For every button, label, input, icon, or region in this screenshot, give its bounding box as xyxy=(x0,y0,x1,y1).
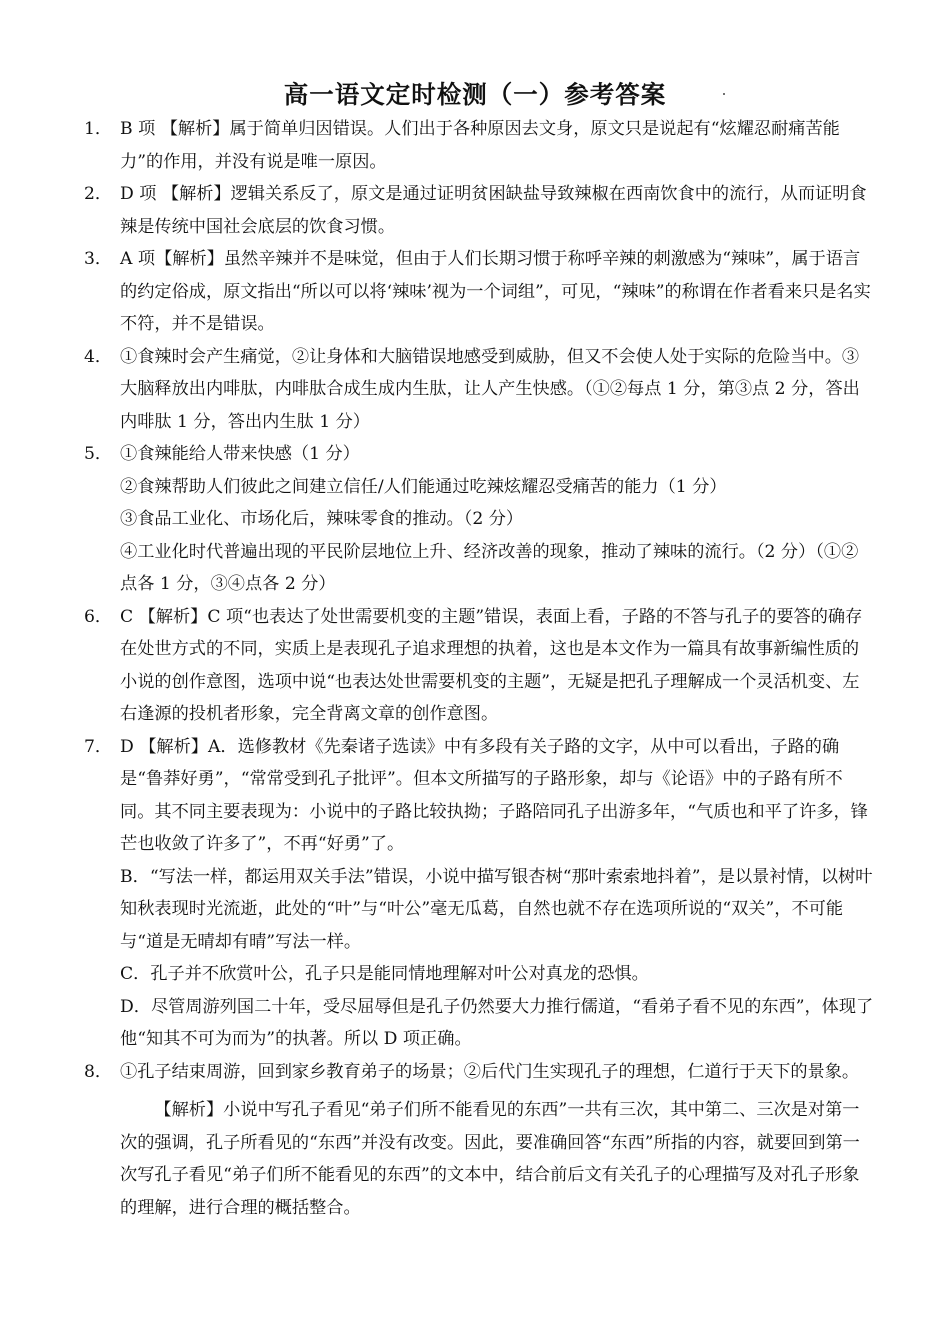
answer-list xyxy=(84,113,874,1224)
answer-item-8 xyxy=(84,1056,874,1225)
item-number: 5． xyxy=(84,444,113,464)
item-text: A 项【解析】虽然辛辣并不是味觉，但由于人们长期习惯于称呼辛辣的刺激感为“辣味”，属于语言的约定俗成，原文指出“所以可以将‘辣味’视为一个词组”，可见，“辣味”的称谓在作者看来只是名实不符，并不是错误。 xyxy=(120,249,871,334)
item-number: 3． xyxy=(84,249,113,269)
analysis-paragraph: 【解析】小说中写孔子看见“弟子们所不能看见的东西”一共有三次，其中第二、三次是对第一次的强调，孔子所看见的“东西”并没有改变。因此，要准确回答“东西”所指的内容，就要回到第一次写孔子看见“弟子们所不能看见的东西”的文本中，结合前后文有关孔子的心理描写及对孔子形象的理解，进行合理的概括整合。 xyxy=(120,1100,860,1218)
item-point-1: ①食辣能给人带来快感（1 分） xyxy=(120,444,360,464)
option-a-analysis: D 【解析】A．选修教材《先秦诸子选读》中有多段有关子路的文字，从中可以看出，子路的确是“鲁莽好勇”，“常常受到孔子批评”。但本文所描写的子路形象，却与《论语》中的子路有所不同。其不同主要表现为：小说中的子路比较执拗；子路陪同孔子出游多年，“气质也和平了许多，锋芒也收敛了许多了”，不再“好勇”了。 xyxy=(120,736,868,854)
stray-dot xyxy=(723,93,725,95)
item-number: 7． xyxy=(84,736,113,757)
item-point-3: ③食品工业化、市场化后，辣味零食的推动。（2 分） xyxy=(120,509,524,529)
page-title: 高一语文定时检测（一）参考答案 xyxy=(283,80,667,109)
item-text: ①孔子结束周游，回到家乡教育弟子的场景；②后代门生实现孔子的理想，仁道行于天下的景象。 xyxy=(120,1061,860,1082)
answer-item-4 xyxy=(84,341,874,439)
option-b-analysis: B．“写法一样，都运用双关手法”错误，小说中描写银杏树“那叶索索地抖着”，是以景衬情，以树叶知秋表现时光流逝，此处的“叶”与“叶公”毫无瓜葛，自然也就不存在选项所说的“双关”，不可能与“道是无晴却有晴”写法一样。 xyxy=(120,866,873,952)
item-text: D 项 【解析】逻辑关系反了，原文是通过证明贫困缺盐导致辣椒在西南饮食中的流行，从而证明食辣是传统中国社会底层的饮食习惯。 xyxy=(120,184,867,237)
item-number: 6． xyxy=(84,606,113,627)
item-number: 1． xyxy=(84,119,113,139)
item-number: 8． xyxy=(84,1061,113,1082)
item-point-2: ②食辣帮助人们彼此之间建立信任/人们能通过吃辣炫耀忍受痛苦的能力（1 分） xyxy=(120,476,727,497)
answer-item-7 xyxy=(84,731,874,1056)
answer-item-2 xyxy=(84,178,874,243)
item-number: 4． xyxy=(84,346,113,367)
item-number: 2． xyxy=(84,184,113,204)
item-text: C 【解析】C 项“也表达了处世需要机变的主题”错误，表面上看，子路的不答与孔子的要答的确存在处世方式的不同，实质上是表现孔子追求理想的执着，这也是本文作为一篇具有故事新编性质的小说的创作意图，选项中说“也表达处世需要机变的主题”，无疑是把孔子理解成一个灵活机变、左右逢源的投机者形象，完全背离文章的创作意图。 xyxy=(120,606,863,724)
answer-item-6 xyxy=(84,601,874,731)
option-d-analysis: D．尽管周游列国二十年，受尽屈辱但是孔子仍然要大力推行儒道，“看弟子看不见的东西”，体现了他“知其不可为而为”的执著。所以 D 项正确。 xyxy=(120,996,874,1049)
answer-item-5 xyxy=(84,438,874,601)
item-text: B 项 【解析】属于简单归因错误。人们出于各种原因去文身，原文只是说起有“炫耀忍耐痛苦能力”的作用，并没有说是唯一原因。 xyxy=(120,119,840,172)
item-text: ①食辣时会产生痛觉，②让身体和大脑错误地感受到威胁，但又不会使人处于实际的危险当中。③大脑释放出内啡肽，内啡肽合成生成内生肽，让人产生快感。（①②每点 1 分，第③点 2 分，答出内啡肽 1 分，答出内生肽 1 分） xyxy=(120,346,860,432)
item-point-4: ④工业化时代普遍出现的平民阶层地位上升、经济改善的现象，推动了辣味的流行。（2 分）（①②点各 1 分，③④点各 2 分） xyxy=(120,541,859,594)
answer-item-3 xyxy=(84,243,874,341)
option-c-analysis: C．孔子并不欣赏叶公，孔子只是能同情地理解对叶公对真龙的恐惧。 xyxy=(120,964,649,984)
answer-item-1 xyxy=(84,113,874,178)
